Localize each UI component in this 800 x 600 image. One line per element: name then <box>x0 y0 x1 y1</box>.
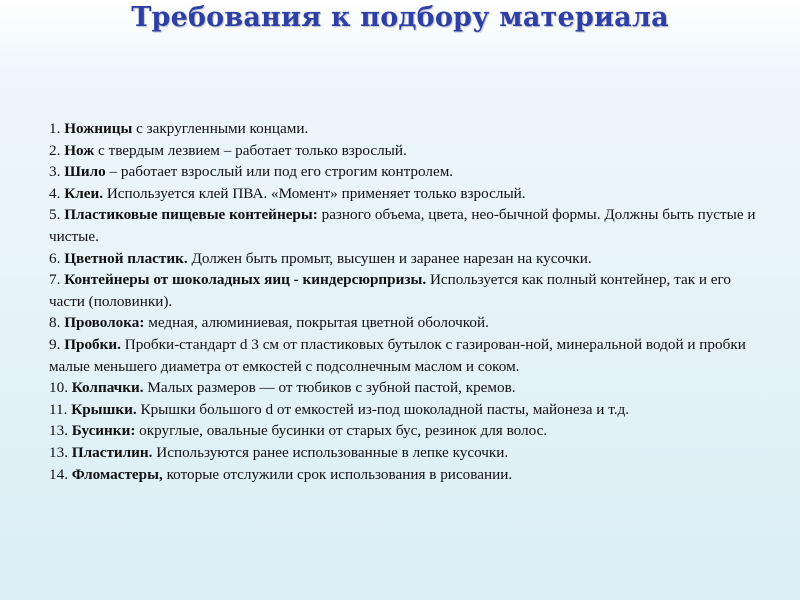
item-number: 10. <box>49 379 68 397</box>
page-title: Требования к подбору материала <box>131 2 669 33</box>
item-number: 13. <box>49 422 68 440</box>
item-term: Ножницы <box>64 120 133 137</box>
item-text: Используются ранее использованные в лепке кусочки. <box>152 443 509 461</box>
item-term: Бусинки: <box>71 422 136 440</box>
item-text: Используется как полный контейнер, так и его части (половинки). <box>49 271 731 310</box>
item-term: Колпачки. <box>71 379 144 397</box>
list-item <box>49 464 769 486</box>
item-number: 3. <box>49 163 61 181</box>
item-text: с твердым лезвием – работает только взрослый. <box>94 141 407 159</box>
item-text: Пробки-стандарт d 3 см от пластиковых бутылок с газирован-ной, минеральной водой и пробки малые меньшего диаметра от емкостей с подсолнечным маслом и соком. <box>49 335 746 375</box>
item-number: 6. <box>49 249 61 267</box>
item-term: Клеи. <box>64 184 104 202</box>
list-item <box>49 248 769 270</box>
list-item <box>49 161 769 183</box>
item-text: Крышки большого d от емкостей из-под шоколадной пасты, майонеза и т.д. <box>136 400 630 418</box>
item-term: Проволока: <box>64 314 145 332</box>
materials-list <box>49 118 769 485</box>
item-number: 5. <box>49 206 61 224</box>
item-term: Фломастеры, <box>71 465 163 483</box>
item-text: Используется клей ПВА. «Момент» применяет только взрослый. <box>103 184 526 202</box>
item-text: разного объема, цвета, нео-бычной формы. Должны быть пустые и чистые. <box>49 206 756 245</box>
list-item <box>49 269 769 312</box>
list-item <box>49 204 769 247</box>
item-number: 13. <box>49 443 68 461</box>
item-text: округлые, овальные бусинки от старых бус, резинок для волос. <box>135 422 548 440</box>
item-number: 9. <box>49 335 61 353</box>
item-number: 2. <box>49 141 61 159</box>
item-term: Крышки. <box>71 400 137 418</box>
list-item <box>49 442 769 464</box>
item-text: с закругленными концами. <box>132 120 309 137</box>
list-item <box>49 334 769 377</box>
item-number: 4. <box>49 184 61 202</box>
item-term: Цветной пластик. <box>64 249 188 267</box>
item-text: медная, алюминиевая, покрытая цветной оболочкой. <box>144 314 489 332</box>
item-term: Пластиковые пищевые контейнеры: <box>64 206 318 224</box>
item-text: которые отслужили срок использования в рисовании. <box>162 465 513 483</box>
item-term: Шило <box>64 163 106 181</box>
list-item <box>49 312 769 334</box>
list-item <box>49 183 769 205</box>
list-item <box>49 399 769 421</box>
item-number: 7. <box>49 271 61 289</box>
list-item <box>49 420 769 442</box>
item-term: Пробки. <box>64 335 121 353</box>
item-text: Должен быть промыт, высушен и заранее нарезан на кусочки. <box>187 249 592 267</box>
item-term: Пластилин. <box>71 443 153 461</box>
list-item <box>49 118 769 140</box>
item-text: – работает взрослый или под его строгим контролем. <box>105 163 454 181</box>
item-text: Малых размеров — от тюбиков с зубной пастой, кремов. <box>143 379 516 397</box>
item-term: Контейнеры от шоколадных яиц - киндерсюрпризы. <box>64 271 427 289</box>
list-item <box>49 377 769 399</box>
item-number: 11. <box>49 400 68 418</box>
list-item <box>49 140 769 162</box>
item-number: 1. <box>49 120 61 137</box>
item-number: 14. <box>49 465 68 483</box>
item-term: Нож <box>64 141 95 159</box>
item-number: 8. <box>49 314 61 332</box>
